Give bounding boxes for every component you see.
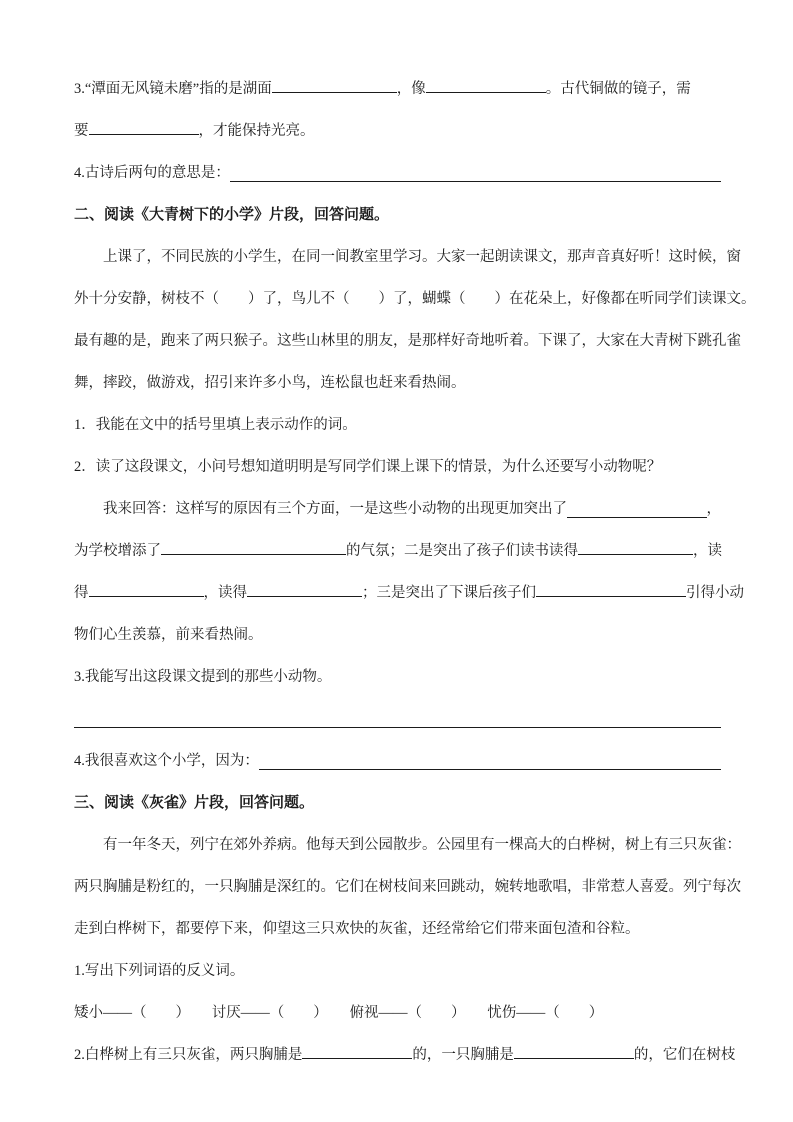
passage-1-line-1 <box>74 236 741 278</box>
text-segment: 两只胸脯是粉红的，一只胸脯是深红的。它们在树枝间来回跳动，婉转地歌唱，非常惹人喜爱。列宁每次 <box>74 879 741 895</box>
text-segment: ，读得 <box>203 585 247 601</box>
text-segment: 矮小——（ ） 讨厌——（ ） 俯视——（ ） 忧伤——（ ） <box>74 1005 604 1021</box>
text-segment: 引得小动 <box>686 585 744 601</box>
text-segment: 的，它们在树枝 <box>633 1047 736 1063</box>
text-segment: 。古代铜做的镜子，需 <box>545 81 691 97</box>
text-segment: 1.写出下列词语的反义词。 <box>74 963 245 979</box>
answer-blank[interactable] <box>247 594 362 597</box>
passage-2-line-2 <box>74 866 741 908</box>
answer-line-4 <box>74 614 721 656</box>
answer-rule-line <box>74 698 721 740</box>
text-segment: 走到白桦树下，都要停下来，仰望这三只欢快的灰雀，还经常给它们带来面包渣和谷粒。 <box>74 921 640 937</box>
text-segment: ，读 <box>693 543 722 559</box>
answer-blank[interactable] <box>89 594 204 597</box>
text-segment: 三、阅读《灰雀》片段，回答问题。 <box>74 795 315 811</box>
text-segment: 物们心生羡慕，前来看热闹。 <box>74 627 263 643</box>
text-segment: 有一年冬天，列宁在郊外养病。他每天到公园散步。公园里有一棵高大的白桦树，树上有三只灰雀： <box>103 837 741 853</box>
answer-blank[interactable] <box>161 552 346 555</box>
answer-blank[interactable] <box>567 517 707 518</box>
sub-question-b2 <box>74 1034 736 1076</box>
text-segment: 最有趣的是，跑来了两只猴子。这些山林里的朋友，是那样好奇地听着。下课了，大家在大青树下跳孔雀 <box>74 333 741 349</box>
text-segment: 的气氛；二是突出了孩子们读书读得 <box>346 543 578 559</box>
text-segment: 要 <box>74 123 89 139</box>
text-segment: ，才能保持光亮。 <box>198 123 315 139</box>
sub-question-4 <box>74 740 721 782</box>
answer-blank[interactable] <box>302 1056 412 1059</box>
answer-blank[interactable] <box>74 727 721 728</box>
answer-line-1 <box>74 488 721 530</box>
text-segment: 2.白桦树上有三只灰雀，两只胸脯是 <box>74 1047 303 1063</box>
text-segment: 外十分安静，树枝不（ ）了，鸟儿不（ ）了，蝴蝶（ ）在花朵上，好像都在听同学们读课文。 <box>74 291 756 307</box>
question-4-line <box>74 152 721 194</box>
text-segment: 二、阅读《大青树下的小学》片段，回答问题。 <box>74 207 390 223</box>
answer-blank[interactable] <box>536 594 686 597</box>
answer-blank[interactable] <box>578 552 693 555</box>
answer-blank[interactable] <box>89 132 199 135</box>
text-segment: 舞，摔跤，做游戏，招引来许多小鸟，连松鼠也赶来看热闹。 <box>74 375 466 391</box>
answer-line-3 <box>74 572 744 614</box>
question-3-line-2 <box>74 110 721 152</box>
passage-1-line-3 <box>74 320 741 362</box>
question-3-line-1 <box>74 68 721 110</box>
answer-blank[interactable] <box>514 1056 634 1059</box>
text-segment: 2．读了这段课文，小问号想知道明明是写同学们课上课下的情景，为什么还要写小动物呢？ <box>74 459 662 475</box>
answer-blank[interactable] <box>259 769 721 770</box>
section-heading-3 <box>74 782 721 824</box>
text-segment: 3.“潭面无风镜未磨”指的是湖面 <box>74 81 272 97</box>
antonym-line <box>74 992 721 1034</box>
text-segment: 的，一只胸脯是 <box>412 1047 514 1063</box>
text-segment: 得 <box>74 585 89 601</box>
sub-question-1 <box>74 404 721 446</box>
passage-1-line-2 <box>74 278 756 320</box>
text-segment: 1．我能在文中的括号里填上表示动作的词。 <box>74 417 357 433</box>
text-segment: 4.我很喜欢这个小学，因为： <box>74 753 259 769</box>
sub-question-b1 <box>74 950 721 992</box>
sub-question-3 <box>74 656 721 698</box>
text-segment: 4.古诗后两句的意思是： <box>74 165 230 181</box>
text-segment: ， <box>706 501 721 517</box>
text-segment: 我来回答：这样写的原因有三个方面，一是这些小动物的出现更加突出了 <box>103 501 567 517</box>
text-segment: 为学校增添了 <box>74 543 161 559</box>
answer-blank[interactable] <box>230 181 721 182</box>
text-segment: 3.我能写出这段课文提到的那些小动物。 <box>74 669 332 685</box>
passage-2-line-1 <box>74 824 741 866</box>
text-segment: ；三是突出了下课后孩子们 <box>362 585 536 601</box>
answer-blank[interactable] <box>426 90 546 93</box>
text-segment: ，像 <box>396 81 426 97</box>
sub-question-2 <box>74 446 721 488</box>
passage-2-line-3 <box>74 908 721 950</box>
answer-blank[interactable] <box>272 90 397 93</box>
passage-1-line-4 <box>74 362 721 404</box>
section-heading-2 <box>74 194 721 236</box>
text-segment: 上课了，不同民族的小学生，在同一间教室里学习。大家一起朗读课文，那声音真好听！这时候，窗 <box>103 249 741 265</box>
answer-line-2 <box>74 530 721 572</box>
